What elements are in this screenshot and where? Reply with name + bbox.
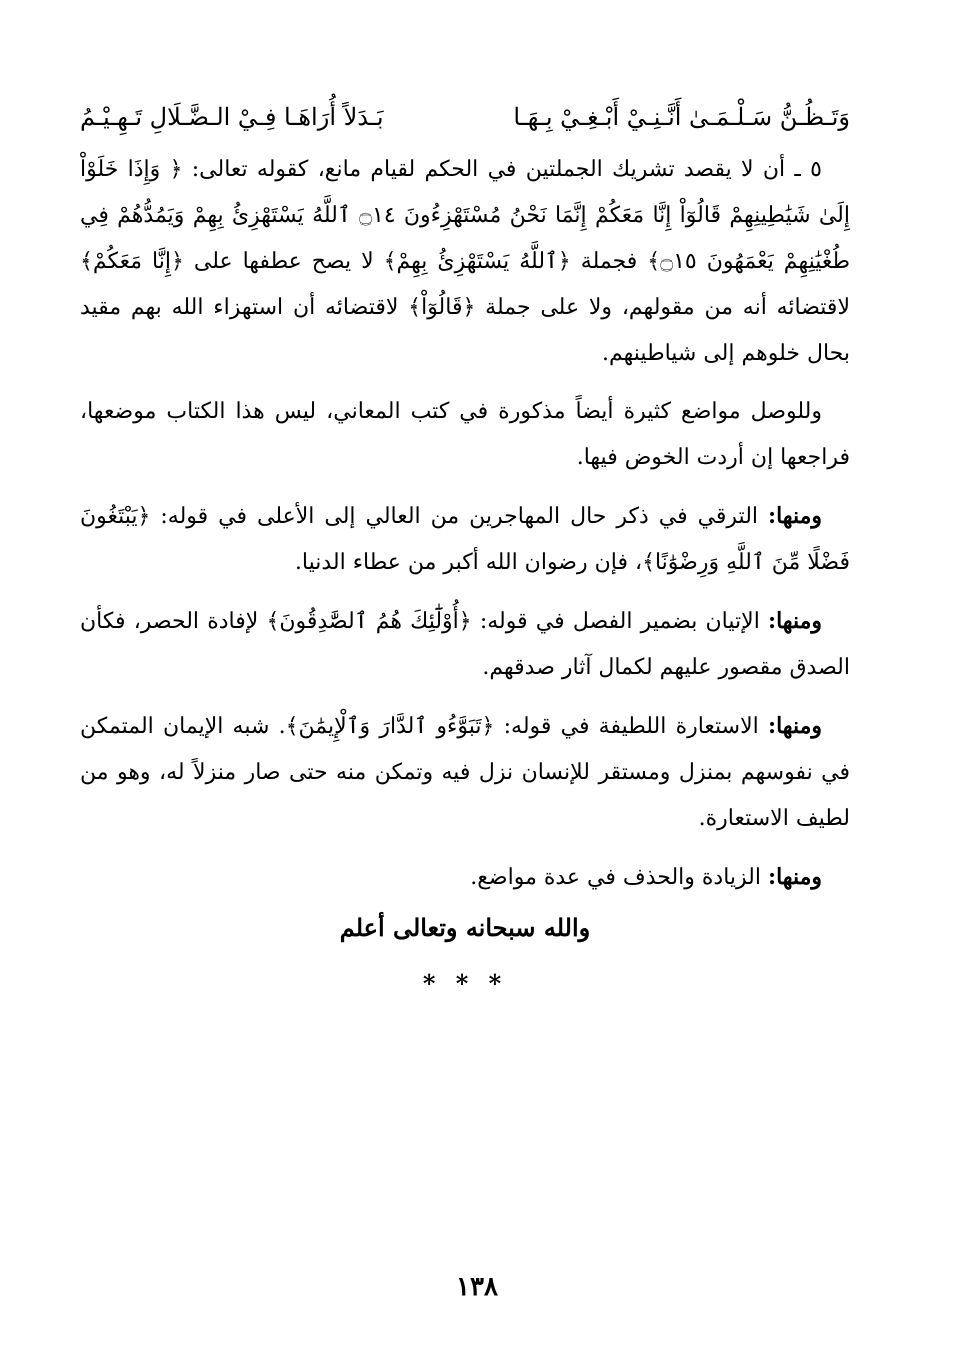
poetry-verse [80, 95, 850, 139]
paragraph-text: الزيادة والحذف في عدة مواضع. [470, 865, 768, 890]
closing-phrase: والله سبحانه وتعالى أعلم [339, 913, 591, 942]
paragraph-lead: ومنها: [767, 864, 822, 890]
verse-first-hemistich: وَتَـظُـنُّ سَـلْـمَـىٰ أَنَّـنِـيْ أَبْـغِـيْ بِـهَـا [513, 103, 850, 131]
paragraph-ziyada-hadhf [80, 854, 850, 901]
paragraph-text: الإتيان بضمير الفصل في قوله: ﴿أُوْلَٰٓئِكَ هُمُ ٱلصَّٰدِقُونَ﴾ لإفادة الحصر، فكأن الصدق مقصور عليهم لكمال آثار صدقهم. [80, 609, 850, 680]
page-body [80, 95, 850, 998]
paragraph-lead: ومنها: [767, 503, 822, 529]
paragraph-text: الترقي في ذكر حال المهاجرين من العالي إلى الأعلى في قوله: ﴿يَبْتَغُونَ فَضْلًا مِّنَ ٱللَّهِ وَرِضْوَٰنًا﴾، فإن رضوان الله أكبر من عطاء الدنيا. [80, 504, 850, 575]
section-separator: * * * [422, 969, 508, 998]
paragraph-text: الاستعارة اللطيفة في قوله: ﴿تَبَوَّءُو ٱلدَّارَ وَٱلْإِيمَٰنَ﴾. شبه الإيمان المتمكن في نفوسهم بمنزل ومستقر للإنسان نزل فيه وتمكن منه حتى صار منزلاً له، وهو من لطيف الاستعارة. [80, 714, 850, 831]
paragraph-taraqqi [80, 493, 850, 586]
paragraph-istiara [80, 703, 850, 842]
verse-second-hemistich: بَـدَلاً أُرَاهَـا فِـيْ الـضَّـلَالِ تَـهِـيْـمُ [80, 103, 384, 131]
page-number: ١٣٨ [456, 1272, 498, 1302]
paragraph-lead: ومنها: [767, 608, 822, 634]
paragraph-lead: ومنها: [767, 713, 822, 739]
paragraph-damir-fasl [80, 598, 850, 691]
paragraph-condition-five: ٥ ـ أن لا يقصد تشريك الجملتين في الحكم لقيام مانع، كقوله تعالى: ﴿ وَإِذَا خَلَوْاْ إِلَىٰ شَيَٰطِينِهِمْ قَالُوٓاْ إِنَّا مَعَكُمْ إِنَّمَا نَحْنُ مُسْتَهْزِءُونَ ۝١٤ ٱللَّهُ يَسْتَهْزِئُ بِهِمْ وَيَمُدُّهُمْ فِي طُغْيَٰنِهِمْ يَعْمَهُونَ ۝١٥﴾ فجملة ﴿ٱللَّهُ يَسْتَهْزِئُ بِهِمْ﴾ لا يصح عطفها على ﴿إِنَّا مَعَكُمْ﴾ لاقتضائه أنه من مقولهم، ولا على جملة ﴿قَالُوٓاْ﴾ لاقتضائه أن استهزاء الله بهم مقيد بحال خلوهم إلى شياطينهم. [80, 157, 850, 366]
paragraph-wasl-note: وللوصل مواضع كثيرة أيضاً مذكورة في كتب المعاني، ليس هذا الكتاب موضعها، فراجعها إن أردت الخوض فيها. [80, 399, 850, 470]
